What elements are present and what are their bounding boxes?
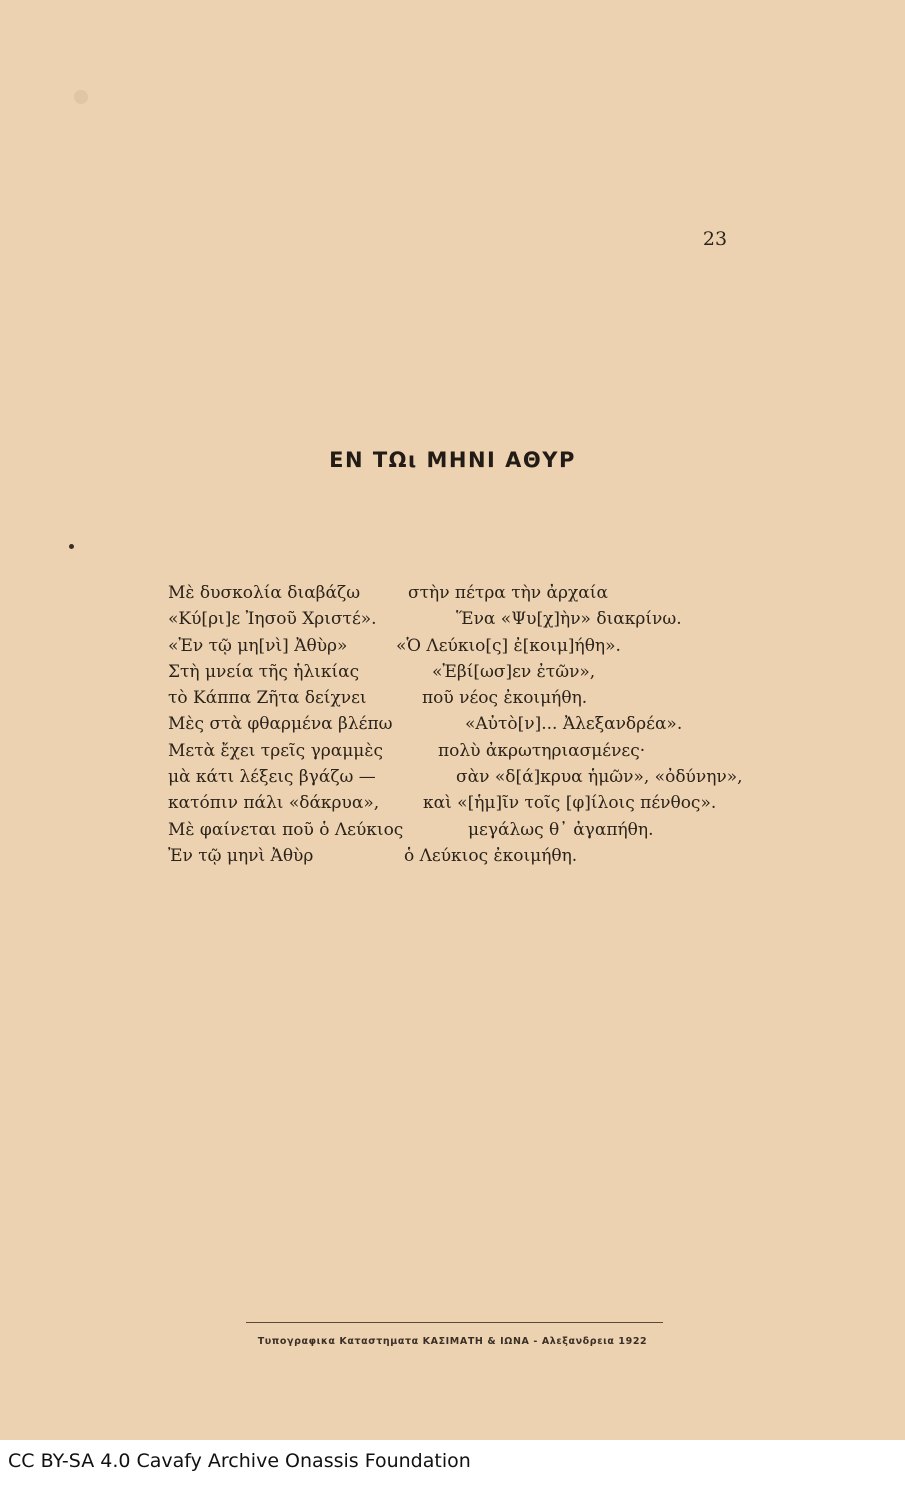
poem-line-second-half: καὶ «[ἡμ]ῖν τοῖς [φ]ίλοις πένθος».: [423, 793, 717, 814]
ink-speck: [69, 544, 74, 549]
poem-line-first-half: «Κύ[ρι]ε Ἰησοῦ Χριστέ».: [168, 609, 377, 630]
poem-line: [168, 790, 788, 816]
poem-line: [168, 738, 788, 764]
poem-line: [168, 659, 788, 685]
poem-line-second-half: πολὺ ἀκρωτηριασμένες·: [438, 740, 646, 761]
poem-line-second-half: μεγάλως θ᾽ ἀγαπήθη.: [468, 819, 654, 840]
poem-line-first-half: Μὲ φαίνεται ποῦ ὁ Λεύκιος: [168, 819, 404, 840]
poem-line-second-half: ποῦ νέος ἐκοιμήθη.: [422, 688, 588, 709]
page-number: 23: [702, 228, 728, 250]
poem-body: [168, 580, 788, 869]
poem-line: [168, 817, 788, 843]
poem-line: [168, 633, 788, 659]
poem-line-second-half: «Ἐβί[ωσ]εν ἐτῶν»,: [432, 661, 596, 682]
poem-line-first-half: Ἐν τῷ μηνὶ Ἀθὺρ: [168, 845, 314, 866]
poem-line-second-half: στὴν πέτρα τὴν ἀρχαία: [408, 583, 608, 603]
poem-line-first-half: Μετὰ ἔχει τρεῖς γραμμὲς: [168, 740, 383, 761]
poem-title: ΕΝ ΤΩι ΜΗΝΙ ΑΘΥΡ: [329, 448, 576, 472]
poem-line: [168, 685, 788, 711]
footer-rule: [246, 1322, 663, 1323]
poem-line: [168, 580, 788, 606]
poem-line-second-half: σὰν «δ[ά]κρυα ἡμῶν», «ὀδύνην»,: [456, 767, 743, 788]
poem-line-second-half: Ἕνα «Ψυ[χ]ὴν» διακρίνω.: [456, 609, 682, 630]
poem-line-first-half: «Ἐν τῷ μη[νὶ] Ἀθὺρ»: [168, 635, 348, 656]
printer-imprint: Τυπογραφικα Καταστηματα ΚΑΣΙΜΑΤΗ & ΙΩΝΑ - Αλεξανδρεια 1922: [257, 1336, 648, 1347]
poem-line-second-half: ὁ Λεύκιος ἐκοιμήθη.: [404, 845, 578, 866]
poem-line-first-half: Μὲ δυσκολία διαβάζω: [168, 583, 361, 603]
poem-line-first-half: τὸ Κάππα Ζῆτα δείχνει: [168, 688, 367, 709]
archive-credit: CC BY-SA 4.0 Cavafy Archive Onassis Foundation: [8, 1450, 471, 1472]
poem-line: [168, 764, 788, 790]
poem-line-first-half: Στὴ μνεία τῆς ἡλικίας: [168, 661, 360, 682]
paper-stain: [74, 90, 88, 104]
poem-line-first-half: κατόπιν πάλι «δάκρυα»,: [168, 793, 380, 814]
poem-line: [168, 843, 788, 869]
poem-line-second-half: «Αὐτὸ[ν]... Ἀλεξανδρέα».: [465, 714, 683, 735]
poem-line-second-half: «Ὁ Λεύκιο[ς] ἐ[κοιμ]ήθη».: [396, 635, 621, 656]
poem-line-first-half: Μὲς στὰ φθαρμένα βλέπω: [168, 714, 393, 735]
poem-line-first-half: μὰ κάτι λέξεις βγάζω —: [168, 767, 376, 788]
poem-line: [168, 606, 788, 632]
poem-line: [168, 711, 788, 737]
